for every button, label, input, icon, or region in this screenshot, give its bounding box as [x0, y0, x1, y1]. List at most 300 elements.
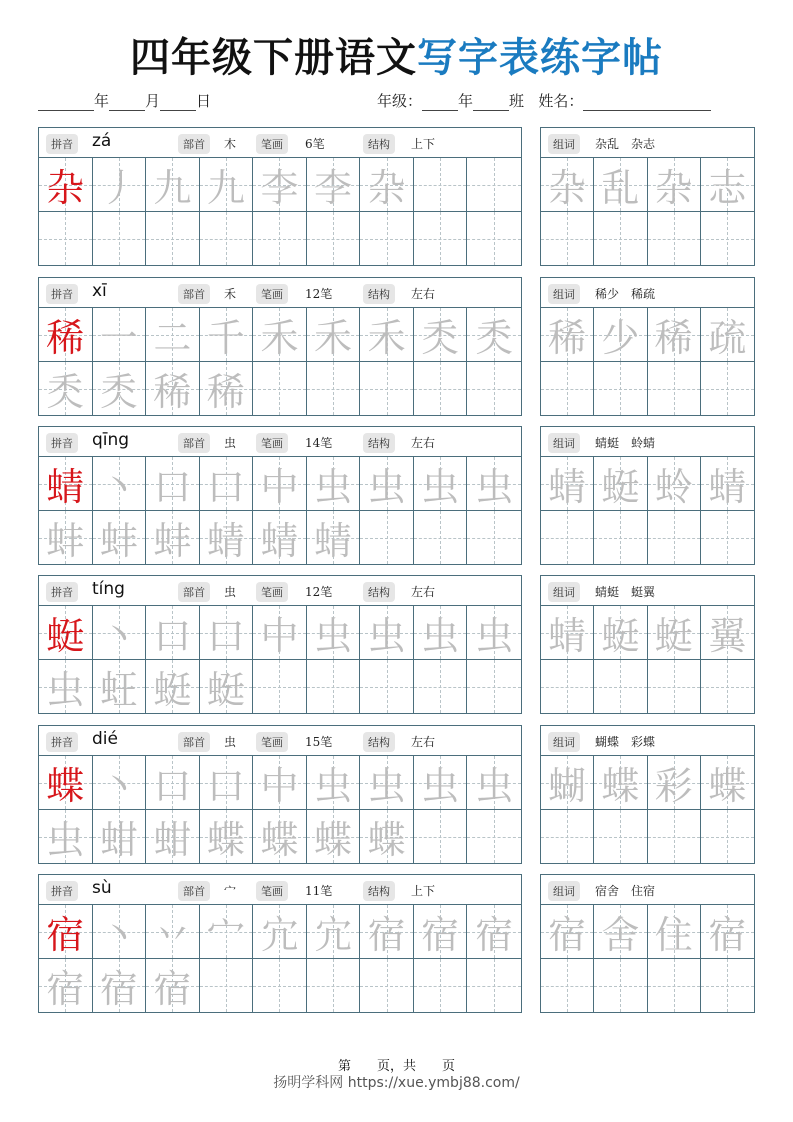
practice-cell[interactable] — [146, 606, 200, 660]
stroke-step: 丶 — [99, 614, 138, 658]
practice-cell[interactable] — [93, 606, 147, 660]
practice-block-稀 — [38, 277, 522, 416]
pinyin-value: sù — [92, 878, 112, 898]
stroke-step: 虫 — [475, 465, 514, 509]
word-cell[interactable]: 志 — [701, 158, 754, 212]
structure-value: 左右 — [411, 436, 436, 450]
pinyin-label: 拼音 — [46, 732, 78, 752]
practice-cell[interactable] — [360, 606, 414, 660]
pinyin-value: dié — [92, 729, 118, 749]
stroke-step: 禾 — [260, 316, 299, 360]
practice-cell[interactable] — [360, 511, 414, 564]
stroke-step: 蝶 — [367, 818, 406, 862]
word-cell[interactable]: 住 — [648, 905, 701, 959]
word-cell[interactable]: 乱 — [594, 158, 647, 212]
stroke-step: 宿 — [421, 913, 460, 957]
practice-cell[interactable] — [360, 362, 414, 415]
name-blank[interactable] — [583, 95, 711, 111]
practice-cell[interactable] — [307, 810, 361, 863]
practice-cell[interactable] — [360, 959, 414, 1012]
word-cell[interactable]: 蝶 — [701, 756, 754, 810]
words-label: 组词 — [548, 284, 580, 304]
stroke-step: 李 — [260, 166, 299, 210]
practice-cell[interactable] — [200, 158, 254, 212]
practice-cell[interactable] — [200, 810, 254, 863]
practice-cell[interactable] — [200, 212, 254, 265]
practice-cell[interactable] — [414, 511, 468, 564]
year-blank[interactable] — [38, 95, 94, 111]
word-cell[interactable]: 蜻 — [541, 606, 594, 660]
word-cell[interactable] — [594, 362, 647, 415]
page-title: 四年级下册语文写字表练字帖 — [130, 34, 663, 81]
word-cell[interactable]: 彩 — [648, 756, 701, 810]
practice-cell[interactable] — [414, 362, 468, 415]
practice-cell[interactable] — [360, 905, 414, 959]
stroke-step: 中 — [260, 764, 299, 808]
site-footer: 扬明学科网 https://xue.ymbj88.com/ — [273, 1075, 520, 1091]
practice-cell[interactable] — [467, 959, 521, 1012]
writing-grid — [39, 308, 521, 415]
radical-label: 部首 — [178, 881, 210, 901]
structure-label: 结构 — [363, 881, 395, 901]
word-cell[interactable]: 宿 — [541, 905, 594, 959]
stroke-step: 虫 — [475, 614, 514, 658]
practice-cell[interactable] — [39, 212, 93, 265]
practice-block-宿 — [38, 874, 522, 1013]
practice-cell[interactable] — [146, 511, 200, 564]
practice-cell[interactable] — [360, 810, 414, 863]
practice-cell[interactable] — [414, 810, 468, 863]
structure-value: 上下 — [411, 884, 436, 898]
word-cell[interactable] — [541, 212, 594, 265]
writing-grid — [39, 756, 521, 863]
word-block-杂 — [540, 127, 755, 266]
practice-cell[interactable] — [467, 905, 521, 959]
stroke-step: 口 — [153, 465, 192, 509]
practice-cell[interactable] — [146, 905, 200, 959]
words-label: 组词 — [548, 134, 580, 154]
word-cell[interactable] — [701, 362, 754, 415]
word-cell[interactable] — [701, 660, 754, 713]
practice-cell[interactable] — [307, 905, 361, 959]
stroke-step: 禾 — [314, 316, 353, 360]
word-cell[interactable] — [648, 511, 701, 564]
strokes-label: 笔画 — [256, 881, 288, 901]
practice-cell[interactable] — [146, 756, 200, 810]
strokes-label: 笔画 — [256, 433, 288, 453]
stroke-step: 蜻 — [260, 519, 299, 563]
practice-cell[interactable] — [467, 606, 521, 660]
stroke-step: 一 — [99, 316, 138, 360]
practice-cell[interactable] — [146, 308, 200, 362]
stroke-step: 秂 — [46, 370, 85, 414]
practice-cell[interactable] — [414, 308, 468, 362]
practice-cell[interactable] — [39, 362, 93, 415]
strokes-value: 12笔 — [305, 287, 333, 301]
pinyin-label: 拼音 — [46, 284, 78, 304]
words-label: 组词 — [548, 732, 580, 752]
writing-grid — [39, 457, 521, 564]
words-header — [541, 875, 754, 905]
practice-cell[interactable] — [93, 959, 147, 1012]
model-char[interactable]: 稀 — [39, 308, 93, 362]
stroke-step: 宿 — [99, 967, 138, 1011]
writing-grid — [39, 905, 521, 1012]
practice-cell[interactable] — [93, 810, 147, 863]
word-cell[interactable]: 蜓 — [648, 606, 701, 660]
stroke-step: 虫 — [367, 764, 406, 808]
word-block-稀 — [540, 277, 755, 416]
practice-block-蜓 — [38, 575, 522, 714]
words-label: 组词 — [548, 433, 580, 453]
practice-cell[interactable] — [39, 660, 93, 713]
practice-cell[interactable] — [307, 606, 361, 660]
word-cell[interactable] — [594, 212, 647, 265]
stroke-step: 蚶 — [153, 818, 192, 862]
stroke-step: 秂 — [475, 316, 514, 360]
practice-cell[interactable] — [253, 511, 307, 564]
practice-cell[interactable] — [467, 511, 521, 564]
practice-cell[interactable] — [467, 756, 521, 810]
practice-cell[interactable] — [200, 606, 254, 660]
char-info-header — [39, 278, 521, 308]
structure-label: 结构 — [363, 284, 395, 304]
radical-label: 部首 — [178, 582, 210, 602]
model-char[interactable]: 宿 — [39, 905, 93, 959]
practice-cell[interactable] — [307, 308, 361, 362]
practice-cell[interactable] — [253, 308, 307, 362]
stroke-step: 丶 — [99, 764, 138, 808]
radical-label: 部首 — [178, 433, 210, 453]
date-line: 年 月 日 — [38, 90, 211, 111]
stroke-step: 蜻 — [206, 519, 245, 563]
word-cell[interactable] — [541, 959, 594, 1012]
word-cell[interactable]: 杂 — [648, 158, 701, 212]
practice-cell[interactable] — [307, 756, 361, 810]
word-cell[interactable] — [701, 511, 754, 564]
practice-cell[interactable] — [253, 660, 307, 713]
student-info-line: 年级： 年 班 姓名： — [377, 90, 711, 111]
word-cell[interactable] — [541, 660, 594, 713]
practice-cell[interactable] — [467, 158, 521, 212]
practice-cell[interactable] — [414, 660, 468, 713]
practice-cell[interactable] — [253, 457, 307, 511]
practice-cell[interactable] — [146, 457, 200, 511]
stroke-step: 蚶 — [99, 818, 138, 862]
practice-cell[interactable] — [467, 212, 521, 265]
practice-cell[interactable] — [93, 511, 147, 564]
practice-cell[interactable] — [467, 308, 521, 362]
word-cell[interactable] — [648, 660, 701, 713]
stroke-step: 九 — [206, 166, 245, 210]
stroke-step: 蚌 — [99, 519, 138, 563]
words-value: 蝴蝶 彩蝶 — [595, 735, 656, 749]
stroke-step: 蝶 — [314, 818, 353, 862]
word-cell[interactable] — [648, 810, 701, 863]
practice-cell[interactable] — [39, 959, 93, 1012]
word-cell[interactable]: 宿 — [701, 905, 754, 959]
words-value: 蜻蜓 蛉蜻 — [595, 436, 656, 450]
stroke-step: 口 — [153, 764, 192, 808]
stroke-step: 口 — [153, 614, 192, 658]
practice-cell[interactable] — [414, 212, 468, 265]
stroke-step: 虫 — [314, 465, 353, 509]
word-cell[interactable] — [648, 362, 701, 415]
practice-cell[interactable] — [253, 158, 307, 212]
practice-cell[interactable] — [93, 158, 147, 212]
structure-label: 结构 — [363, 582, 395, 602]
word-cell[interactable]: 稀 — [541, 308, 594, 362]
radical-value: 虫 — [224, 585, 237, 599]
practice-cell[interactable] — [360, 457, 414, 511]
practice-cell[interactable] — [39, 511, 93, 564]
word-cell[interactable]: 蜻 — [701, 457, 754, 511]
month-blank[interactable] — [109, 95, 145, 111]
word-cell[interactable] — [541, 511, 594, 564]
practice-cell[interactable] — [200, 905, 254, 959]
practice-cell[interactable] — [414, 905, 468, 959]
practice-cell[interactable] — [253, 905, 307, 959]
practice-cell[interactable] — [307, 362, 361, 415]
practice-cell[interactable] — [360, 158, 414, 212]
stroke-step: 秂 — [99, 370, 138, 414]
practice-cell[interactable] — [253, 756, 307, 810]
practice-cell[interactable] — [39, 810, 93, 863]
words-value: 杂乱 杂志 — [595, 137, 656, 151]
words-value: 稀少 稀疏 — [595, 287, 656, 301]
strokes-value: 11笔 — [305, 884, 333, 898]
practice-cell[interactable] — [414, 606, 468, 660]
stroke-step: 虫 — [421, 614, 460, 658]
radical-value: 虫 — [224, 436, 237, 450]
word-cell[interactable] — [701, 212, 754, 265]
practice-cell[interactable] — [467, 457, 521, 511]
word-cell[interactable] — [594, 810, 647, 863]
words-value: 蜻蜓 蜓翼 — [595, 585, 656, 599]
stroke-step: 蚟 — [99, 668, 138, 712]
stroke-step: 蝶 — [206, 818, 245, 862]
pinyin-label: 拼音 — [46, 881, 78, 901]
stroke-step: 禾 — [367, 316, 406, 360]
practice-cell[interactable] — [146, 810, 200, 863]
practice-block-蜻 — [38, 426, 522, 565]
practice-cell[interactable] — [200, 362, 254, 415]
word-cell[interactable]: 蜓 — [594, 606, 647, 660]
practice-cell[interactable] — [93, 362, 147, 415]
word-grid — [541, 308, 754, 415]
stroke-step: 蜻 — [314, 519, 353, 563]
word-cell[interactable]: 蛉 — [648, 457, 701, 511]
word-grid — [541, 606, 754, 713]
practice-cell[interactable] — [200, 308, 254, 362]
practice-cell[interactable] — [307, 511, 361, 564]
word-cell[interactable] — [701, 810, 754, 863]
practice-cell[interactable] — [414, 158, 468, 212]
class-blank[interactable] — [473, 95, 509, 111]
strokes-value: 14笔 — [305, 436, 333, 450]
word-cell[interactable] — [541, 810, 594, 863]
stroke-step: 稀 — [206, 370, 245, 414]
char-info-header — [39, 576, 521, 606]
structure-label: 结构 — [363, 433, 395, 453]
stroke-step: 李 — [314, 166, 353, 210]
radical-value: 虫 — [224, 735, 237, 749]
stroke-step: 口 — [206, 614, 245, 658]
word-cell[interactable]: 蝴 — [541, 756, 594, 810]
model-char[interactable]: 蝶 — [39, 756, 93, 810]
words-header — [541, 128, 754, 158]
practice-cell[interactable] — [467, 362, 521, 415]
word-cell[interactable] — [701, 959, 754, 1012]
strokes-value: 6笔 — [305, 137, 325, 151]
stroke-step: 口 — [206, 764, 245, 808]
stroke-step: 九 — [153, 166, 192, 210]
stroke-step: 二 — [153, 316, 192, 360]
practice-block-杂 — [38, 127, 522, 266]
radical-value: 宀 — [224, 884, 237, 898]
words-label: 组词 — [548, 881, 580, 901]
practice-cell[interactable] — [253, 212, 307, 265]
practice-cell[interactable] — [414, 457, 468, 511]
word-cell[interactable] — [648, 212, 701, 265]
words-header — [541, 726, 754, 756]
practice-cell[interactable] — [253, 810, 307, 863]
practice-cell[interactable] — [146, 212, 200, 265]
word-cell[interactable]: 疏 — [701, 308, 754, 362]
strokes-value: 15笔 — [305, 735, 333, 749]
word-cell[interactable]: 蜓 — [594, 457, 647, 511]
radical-label: 部首 — [178, 284, 210, 304]
practice-block-蝶 — [38, 725, 522, 864]
stroke-step: 宀 — [206, 913, 245, 957]
stroke-step: 宂 — [314, 913, 353, 957]
word-cell[interactable]: 蝶 — [594, 756, 647, 810]
structure-value: 左右 — [411, 287, 436, 301]
practice-cell[interactable] — [360, 756, 414, 810]
word-cell[interactable]: 舍 — [594, 905, 647, 959]
structure-value: 左右 — [411, 585, 436, 599]
stroke-step: 虫 — [46, 668, 85, 712]
day-blank[interactable] — [160, 95, 196, 111]
practice-cell[interactable] — [200, 756, 254, 810]
model-char[interactable]: 蜓 — [39, 606, 93, 660]
practice-cell[interactable] — [146, 660, 200, 713]
practice-cell[interactable] — [200, 660, 254, 713]
structure-value: 上下 — [411, 137, 436, 151]
practice-cell[interactable] — [93, 457, 147, 511]
practice-cell[interactable] — [253, 959, 307, 1012]
words-value: 宿舍 住宿 — [595, 884, 656, 898]
stroke-step: 蚌 — [46, 519, 85, 563]
practice-cell[interactable] — [93, 660, 147, 713]
strokes-label: 笔画 — [256, 284, 288, 304]
radical-label: 部首 — [178, 134, 210, 154]
practice-cell[interactable] — [146, 959, 200, 1012]
word-cell[interactable]: 蜻 — [541, 457, 594, 511]
words-header — [541, 427, 754, 457]
practice-cell[interactable] — [253, 362, 307, 415]
word-grid — [541, 756, 754, 863]
practice-cell[interactable] — [146, 362, 200, 415]
words-header — [541, 576, 754, 606]
practice-cell[interactable] — [360, 660, 414, 713]
stroke-step: 中 — [260, 465, 299, 509]
model-char[interactable]: 蜻 — [39, 457, 93, 511]
radical-label: 部首 — [178, 732, 210, 752]
stroke-step: 丿 — [99, 166, 138, 210]
practice-cell[interactable] — [93, 308, 147, 362]
practice-cell[interactable] — [467, 810, 521, 863]
practice-cell[interactable] — [307, 212, 361, 265]
stroke-step: 蚌 — [153, 519, 192, 563]
practice-cell[interactable] — [200, 511, 254, 564]
practice-cell[interactable] — [360, 308, 414, 362]
practice-cell[interactable] — [307, 158, 361, 212]
word-cell[interactable]: 杂 — [541, 158, 594, 212]
stroke-step: 蝶 — [260, 818, 299, 862]
practice-cell[interactable] — [414, 959, 468, 1012]
word-grid — [541, 158, 754, 265]
stroke-step: 宿 — [153, 967, 192, 1011]
word-cell[interactable]: 少 — [594, 308, 647, 362]
practice-cell[interactable] — [360, 212, 414, 265]
pinyin-label: 拼音 — [46, 433, 78, 453]
word-cell[interactable]: 翼 — [701, 606, 754, 660]
stroke-step: 宿 — [367, 913, 406, 957]
practice-cell[interactable] — [307, 457, 361, 511]
practice-cell[interactable] — [467, 660, 521, 713]
stroke-step: 杂 — [367, 166, 406, 210]
writing-grid — [39, 606, 521, 713]
stroke-step: 虫 — [367, 614, 406, 658]
practice-cell[interactable] — [200, 959, 254, 1012]
pinyin-value: zá — [92, 131, 112, 151]
pinyin-value: qīng — [92, 430, 130, 450]
radical-value: 禾 — [224, 287, 237, 301]
practice-cell[interactable] — [93, 756, 147, 810]
practice-cell[interactable] — [307, 660, 361, 713]
practice-cell[interactable] — [307, 959, 361, 1012]
char-info-header — [39, 427, 521, 457]
stroke-step: 丶 — [99, 913, 138, 957]
practice-cell[interactable] — [253, 606, 307, 660]
practice-cell[interactable] — [93, 905, 147, 959]
strokes-value: 12笔 — [305, 585, 333, 599]
stroke-step: 蜓 — [153, 668, 192, 712]
pinyin-label: 拼音 — [46, 134, 78, 154]
words-label: 组词 — [548, 582, 580, 602]
word-cell[interactable] — [541, 362, 594, 415]
word-grid — [541, 905, 754, 1012]
stroke-step: 虫 — [421, 465, 460, 509]
word-cell[interactable]: 稀 — [648, 308, 701, 362]
word-cell[interactable] — [648, 959, 701, 1012]
stroke-step: 宿 — [475, 913, 514, 957]
word-cell[interactable] — [594, 959, 647, 1012]
word-cell[interactable] — [594, 511, 647, 564]
practice-cell[interactable] — [93, 212, 147, 265]
stroke-step: 稀 — [153, 370, 192, 414]
word-cell[interactable] — [594, 660, 647, 713]
grade-blank[interactable] — [422, 95, 458, 111]
practice-cell[interactable] — [414, 756, 468, 810]
model-char[interactable]: 杂 — [39, 158, 93, 212]
practice-cell[interactable] — [200, 457, 254, 511]
stroke-step: 虫 — [314, 614, 353, 658]
practice-cell[interactable] — [146, 158, 200, 212]
stroke-step: 虫 — [314, 764, 353, 808]
char-info-header — [39, 128, 521, 158]
